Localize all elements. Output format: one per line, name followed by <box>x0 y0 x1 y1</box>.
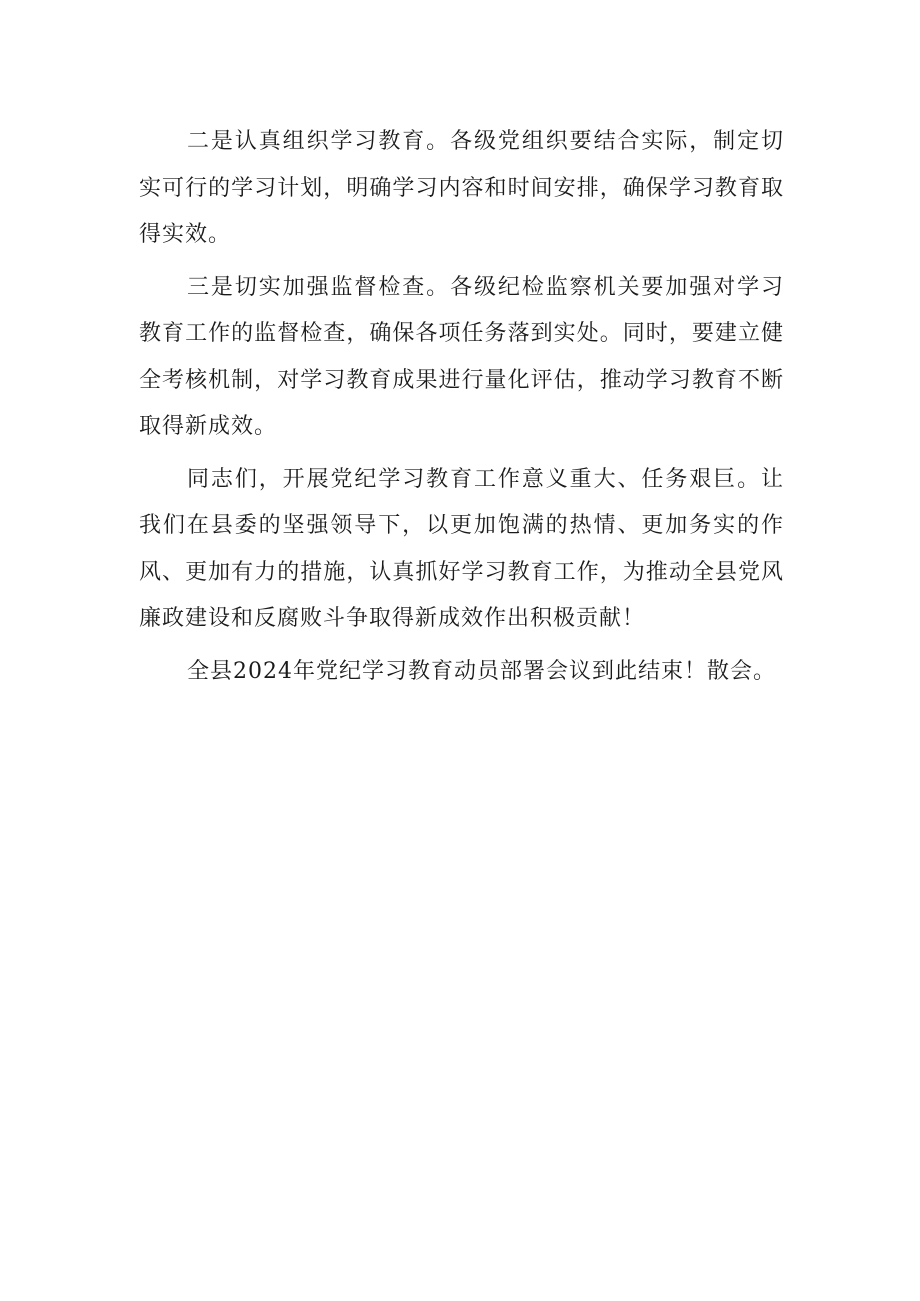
paragraph-organize-study: 二是认真组织学习教育。各级党组织要结合实际，制定切实可行的学习计划，明确学习内容和时间安排，确保学习教育取得实效。 <box>139 129 784 247</box>
paragraph-closing-appeal: 同志们，开展党纪学习教育工作意义重大、任务艰巨。让我们在县委的坚强领导下，以更加饱满的热情、更加务实的作风、更加有力的措施，认真抓好学习教育工作，为推动全县党风廉政建设和反腐败斗争取得新成效作出积极贡献！ <box>139 466 784 631</box>
paragraph-adjournment: 全县2024年党纪学习教育动员部署会议到此结束！散会。 <box>187 658 776 684</box>
paragraph-supervision: 三是切实加强监督检查。各级纪检监察机关要加强对学习教育工作的监督检查，确保各项任务落到实处。同时，要建立健全考核机制，对学习教育成果进行量化评估，推动学习教育不断取得新成效。 <box>139 274 784 439</box>
document-body <box>139 119 784 701</box>
